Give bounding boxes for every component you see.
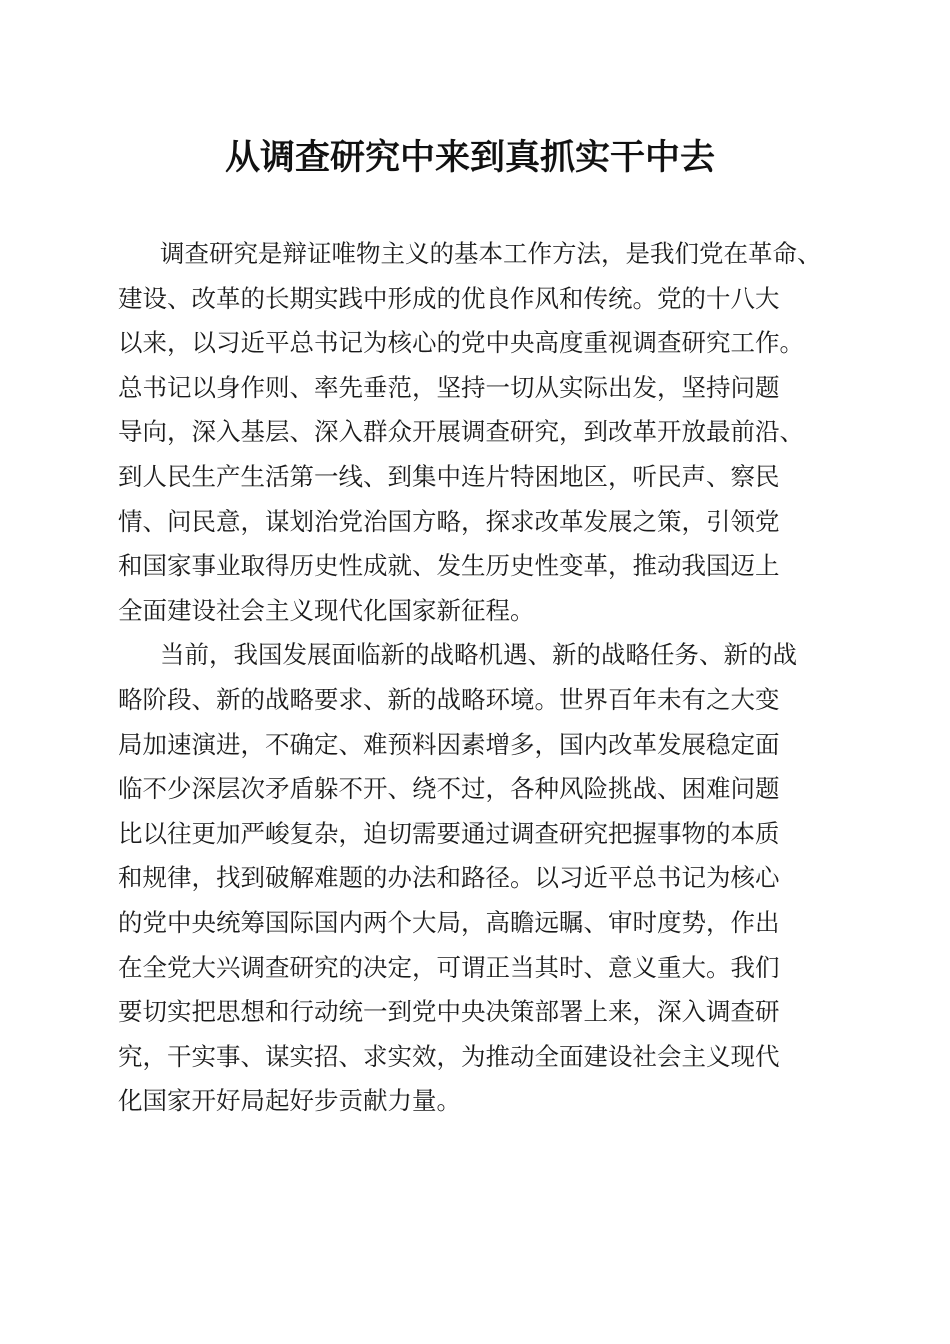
text-line: 局加速演进，不确定、难预料因素增多，国内改革发展稳定面: [118, 729, 780, 759]
document-body: [118, 232, 858, 1124]
text-line: 到人民生产生活第一线、到集中连片特困地区，听民声、察民: [118, 461, 780, 491]
text-line: 要切实把思想和行动统一到党中央决策部署上来，深入调查研: [118, 997, 780, 1027]
text-line: 以来，以习近平总书记为核心的党中央高度重视调查研究工作。: [118, 328, 804, 358]
text-line: 导向，深入基层、深入群众开展调查研究，到改革开放最前沿、: [118, 417, 804, 447]
text-line: 调查研究是辩证唯物主义的基本工作方法，是我们党在革命、: [160, 239, 822, 268]
text-line: 全面建设社会主义现代化国家新征程。: [118, 595, 535, 625]
text-line: 略阶段、新的战略要求、新的战略环境。世界百年未有之大变: [118, 684, 780, 714]
text-line: 总书记以身作则、率先垂范，坚持一切从实际出发，坚持问题: [118, 372, 780, 402]
text-line: 当前，我国发展面临新的战略机遇、新的战略任务、新的战: [160, 640, 797, 670]
text-line: 的党中央统筹国际国内两个大局，高瞻远瞩、审时度势，作出: [118, 907, 780, 937]
text-line: 比以往更加严峻复杂，迫切需要通过调查研究把握事物的本质: [118, 818, 780, 848]
text-line: 化国家开好局起好步贡献力量。: [118, 1086, 461, 1116]
paragraph-1: [118, 232, 858, 633]
text-line: 和规律，找到破解难题的办法和路径。以习近平总书记为核心: [118, 863, 780, 893]
paragraph-2: [118, 633, 858, 1124]
text-line: 情、问民意，谋划治党治国方略，探求改革发展之策，引领党: [118, 506, 780, 536]
text-line: 在全党大兴调查研究的决定，可谓正当其时、意义重大。我们: [118, 952, 780, 982]
text-line: 建设、改革的长期实践中形成的优良作风和传统。党的十八大: [118, 283, 780, 313]
text-line: 临不少深层次矛盾躲不开、绕不过，各种风险挑战、困难问题: [118, 774, 780, 804]
text-line: 究，干实事、谋实招、求实效，为推动全面建设社会主义现代: [118, 1041, 780, 1071]
text-line: 和国家事业取得历史性成就、发生历史性变革，推动我国迈上: [118, 551, 780, 581]
document-title: 从调查研究中来到真抓实干中去: [224, 137, 715, 178]
